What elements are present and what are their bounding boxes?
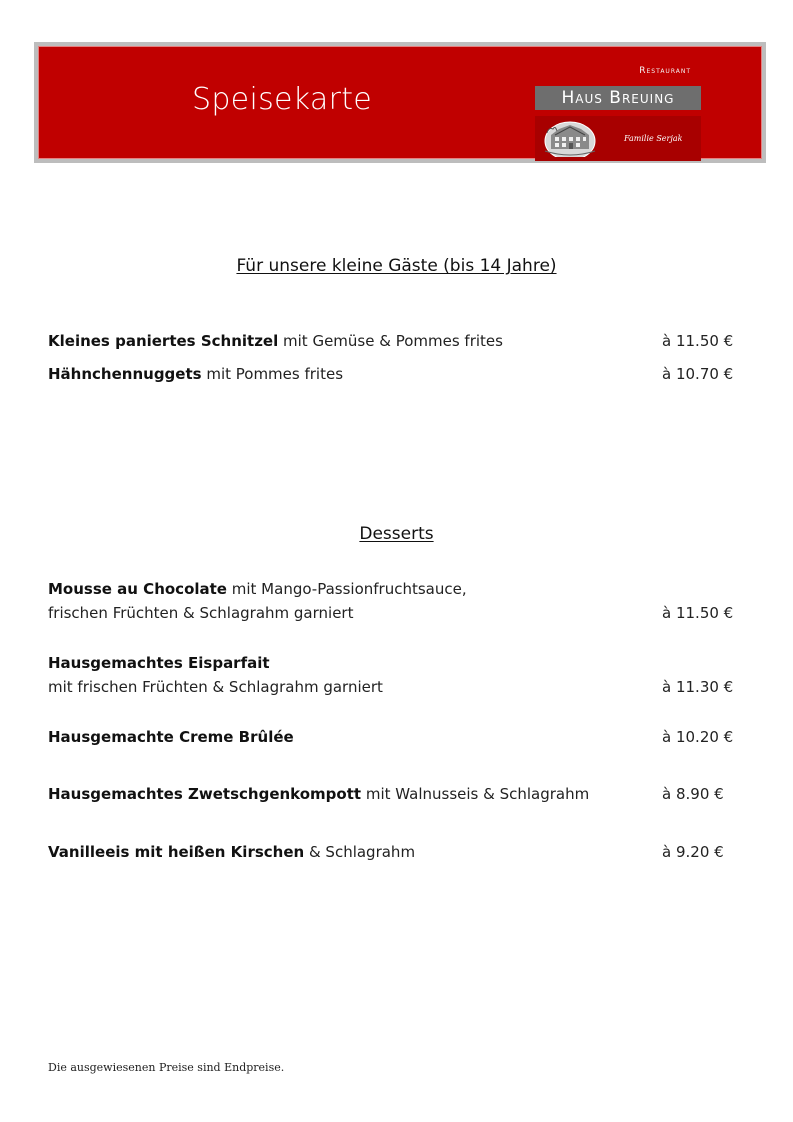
item-description: mit Mango-Passionfruchtsauce, [226,580,467,598]
restaurant-logo [535,47,705,161]
item-name: Mousse au Chocolate [48,580,227,598]
item-name: Hausgemachtes Eisparfait [48,654,270,672]
item-description: mit frischen Früchten & Schlagrahm garniert [48,678,383,696]
item-name: Hähnchennuggets [48,365,202,383]
item-name: Hausgemachte Creme Brûlée [48,728,294,746]
logo-family-name: Familie Serjak [624,134,683,143]
logo-restaurant-label: Restaurant [639,66,691,76]
house-emblem-icon [543,119,597,157]
menu-item-eisparfait [48,654,270,672]
item-name: Hausgemachtes Zwetschgenkompott [48,785,362,803]
menu-item-schnitzel [48,332,503,350]
item-price: à 8.90 € [662,785,724,803]
menu-item-mousse [48,580,467,598]
menu-item-eisparfait-line2 [48,678,383,696]
item-price: à 10.70 € [662,365,734,383]
item-price: à 11.50 € [662,604,734,622]
menu-item-creme-brulee [48,728,294,746]
item-description: & Schlagrahm [304,843,416,861]
menu-item-nuggets [48,365,343,383]
item-description: mit Gemüse & Pommes frites [278,332,503,350]
item-description: mit Pommes frites [201,365,344,383]
item-price: à 9.20 € [662,843,724,861]
page-title: Speisekarte [192,82,373,117]
item-description: mit Walnusseis & Schlagrahm [361,785,590,803]
item-name: Kleines paniertes Schnitzel [48,332,279,350]
menu-header [34,42,766,163]
item-price: à 11.50 € [662,332,734,350]
header-banner [38,46,762,159]
logo-restaurant-name: Haus Breuing [535,86,701,110]
menu-item-zwetschgenkompott [48,785,589,803]
footer-price-note: Die ausgewiesenen Preise sind Endpreise. [48,1061,285,1074]
item-price: à 11.30 € [662,678,734,696]
item-price: à 10.20 € [662,728,734,746]
menu-item-vanilleeis [48,843,415,861]
menu-item-mousse-line2 [48,604,353,622]
section-title-desserts: Desserts [359,524,434,544]
item-name: Vanilleeis mit heißen Kirschen [48,843,305,861]
item-description: frischen Früchten & Schlagrahm garniert [48,604,354,622]
logo-emblem-band [535,116,701,161]
section-title-kids: Für unsere kleine Gäste (bis 14 Jahre) [236,256,557,276]
